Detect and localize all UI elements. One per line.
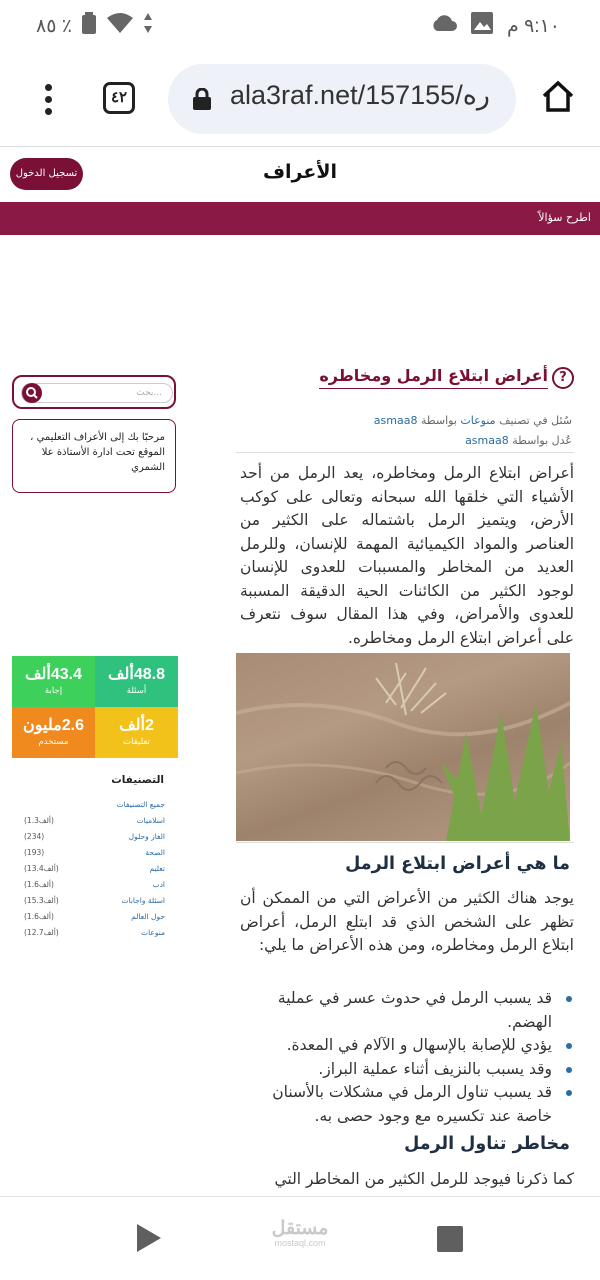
stat-answers[interactable]: 43.4ألف إجابة (12, 656, 95, 707)
category-item[interactable]: اسلاميات (1.3ألف) (24, 816, 165, 825)
address-bar[interactable] (168, 64, 516, 134)
battery-icon (82, 12, 96, 40)
search-icon[interactable] (22, 383, 42, 403)
status-right (431, 12, 560, 40)
image-icon (471, 12, 493, 40)
editor-link[interactable]: asmaa8 (465, 434, 509, 447)
site-header (0, 146, 600, 202)
section-heading: ما هي أعراض ابتلاع الرمل (345, 854, 570, 874)
wifi-icon (106, 12, 134, 40)
article-meta-edited: عُدل بواسطة asmaa8 (465, 434, 572, 447)
home-nav-button[interactable] (262, 1217, 338, 1257)
category-item[interactable]: الصحة (193) (24, 848, 165, 857)
home-icon[interactable] (540, 78, 576, 114)
watermark-subtext: mostaql.com (274, 1238, 326, 1248)
stats-grid (12, 656, 178, 758)
stat-questions[interactable]: 48.8ألف أسئلة (95, 656, 178, 707)
category-item[interactable]: جميع التصنيفات (116, 800, 165, 809)
list-item: قد يسبب الرمل في حدوث عسر في عملية الهضم. (240, 987, 552, 1034)
search-input[interactable]: بحث... (21, 383, 173, 403)
back-icon[interactable] (137, 1224, 161, 1252)
symptoms-list (240, 987, 574, 1128)
system-nav-bar (0, 1196, 600, 1280)
watermark-text: مستقل (271, 1218, 329, 1239)
category-item[interactable]: اسئلة واجابات (15.3ألف) (24, 896, 165, 905)
stat-users[interactable]: 2.6مليون مستخدم (12, 707, 95, 758)
lock-icon (192, 88, 212, 110)
categories-title: التصنيفات (111, 774, 164, 786)
url-text: ala3raf.net/157155/ره (230, 80, 490, 110)
question-icon: ? (552, 367, 574, 389)
clock-text: ٩:١٠ م (507, 15, 560, 37)
list-item: يؤدي للإصابة بالإسهال و الآلام في المعدة. (240, 1034, 552, 1058)
stat-comments[interactable]: 2ألف تعليقات (95, 707, 178, 758)
status-left (36, 12, 152, 40)
site-title[interactable]: الأعراف (262, 161, 338, 183)
section-heading: مخاطر تناول الرمل (404, 1134, 570, 1154)
section-text: يوجد هناك الكثير من الأعراض التي من الممكن أن تظهر على الشخص الذي قد ابتلع الرمل، أعراض ابتلاع الرمل ومخاطره، ومن هذه الأعراض ما يلي: (240, 889, 574, 954)
signal-arrows-icon (144, 13, 152, 39)
divider (236, 452, 574, 453)
more-options-icon[interactable] (38, 84, 58, 116)
search-box (12, 375, 176, 409)
category-item[interactable]: منوعات (12.7ألف) (24, 928, 165, 937)
page-title: أعراض ابتلاع الرمل ومخاطره (319, 366, 548, 389)
tabs-switcher-button[interactable]: ٤٢ (103, 82, 135, 114)
article-intro: أعراض ابتلاع الرمل ومخاطره، يعد الرمل من أحد الأشياء التي خلقها الله سبحانه وتعالى على كوكب الأرض، ويتميز الرمل باشتماله على الكثير من العناصر والمواد الكيميائية المهمة للإنسان، وللرمل العديد من المخاطر والمسببات للعدوى للإنسان لوجود الكثير من الكائنات الحية الدقيقة المسببة للعدوى والأمراض، وفي هذا المقال سوف نتعرف على أعراض ابتلاع الرمل ومخاطره. (240, 464, 574, 647)
ask-bar (0, 202, 600, 235)
welcome-box: مرحبًا بك إلى الأعراف التعليمي ، الموقع تحت ادارة الأستاذة علا الشمري (12, 419, 176, 493)
author-link[interactable]: asmaa8 (373, 414, 418, 427)
battery-text: ٨٥ ٪ (36, 15, 72, 37)
article-meta-asked: سُئل في تصنيف منوعات بواسطة asmaa8 (373, 414, 572, 427)
sand-plant-image (236, 653, 570, 841)
category-item[interactable]: الغاز وحلول (234) (24, 832, 165, 841)
browser-toolbar (0, 56, 600, 144)
ask-question-link[interactable]: اطرح سؤالاً (538, 211, 591, 224)
category-item[interactable]: تعليم (13.4ألف) (24, 864, 165, 873)
status-bar (0, 0, 600, 48)
list-item: قد يسبب تناول الرمل في مشكلات بالأسنان خاصة عند تكسيره مع وجود حصى به. (240, 1081, 552, 1128)
category-link[interactable]: منوعات (460, 414, 496, 427)
list-item: وقد يسبب بالنزيف أثناء عملية البراز. (240, 1058, 552, 1082)
category-item[interactable]: حول العالم (1.6ألف) (24, 912, 165, 921)
cloud-icon (431, 14, 457, 38)
section-text: كما ذكرنا فيوجد للرمل الكثير من المخاطر التي (274, 1170, 574, 1188)
category-item[interactable]: ادب (1.6ألف) (24, 880, 165, 889)
divider (236, 842, 574, 843)
recents-icon[interactable] (437, 1226, 463, 1252)
article-title-row (319, 366, 574, 389)
login-button[interactable]: تسجيل الدخول (10, 158, 83, 190)
